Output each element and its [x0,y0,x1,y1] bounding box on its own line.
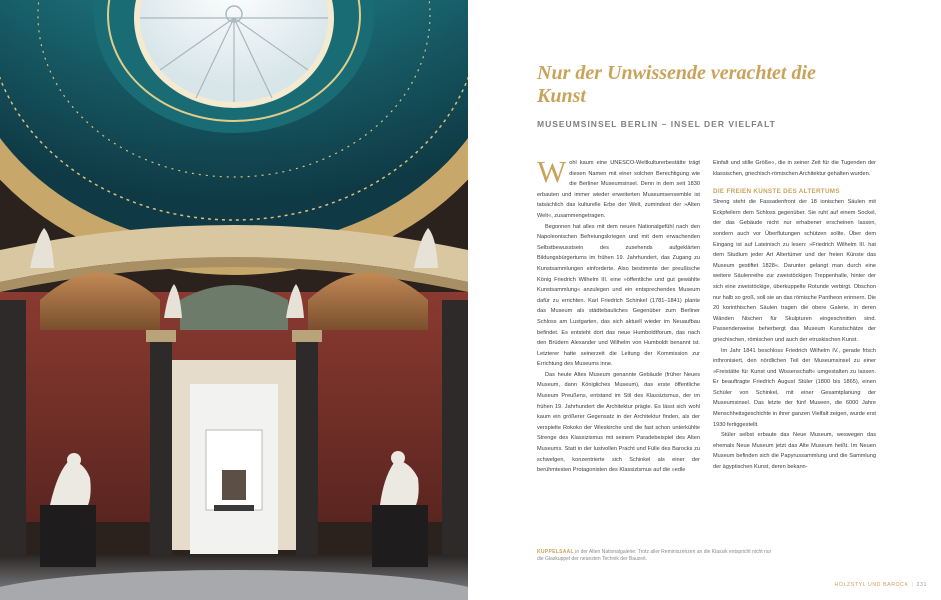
paragraph-text: ohl kaum eine UNESCO-Weltkulturerbestätte trägt diesen Namen mit einer solchen Berechtigung wie die Berliner Museumsinsel. Denn in dem seit 1830 erbauten und immer wieder erweiterten Museumsensemble ist tatsächlich das kulturelle Erbe der Welt, zumindest der »Alten Welt«, zusammengetragen. [537,160,700,219]
running-section-title: HOLZSTYL UND BAROCK [834,582,909,588]
paragraph: Begonnen hat alles mit dem neuen Nationalgefühl nach den Napoleonischen Befreiungskriegen und mit dem erwachenden Selbstbewusstsein des zusehends aufgeklärten Bildungsbürgertums im frühen 19. Jahrhundert, das Zugang zu Kunstsammlungen einforderte. Also bestimmte der preußische König Friedrich Wilhelm III. eine »öffentliche und gut gewählte Kunstsammlung« anzulegen und ein entsprechendes Museum dafür zu errichten. Karl Friedrich Schinkel (1781–1841) plante das Museum als städtebauliches Gegenüber zum Berliner Schloss am Lustgarten, das sich aktuell wieder im Neuaufbau befindet. Es entsteht dort das neue Humboldtforum, das nach den Brüdern Alexander und Wilhelm von Humboldt benannt ist. Letzterer hatte seinerzeit die Leitung der Kommission zur Errichtung des Museums inne. [537,223,700,368]
paragraph: Das heute Altes Museum genannte Gebäude (früher Neues Museum, dann Königliches Museum), das erste öffentliche Museum Preußens, entstand im Stil des Klassizismus, der im frühen 19. Jahrhundert die Architektur prägte. Es lässt sich wohl kaum ein größerer Gegensatz in der Architektur finden, als der verspielte Rokoko der Wieskirche und die fast schon unterkühlte Strenge des Klassizismus mit seinem Paradebeispiel des Alten Museums. Statt in der lustvollen Pracht und Fülle des Barocks zu schwelgen, konzentrierte sich Schinkel als einer der berühmtesten Protagonisten des Klassizismus auf die »edle [537,371,700,474]
text-column-2 [713,158,876,473]
paragraph: Im Jahr 1841 beschloss Friedrich Wilhelm IV., gerade frisch inthronisiert, den nördlichen Teil der Museumsinsel zu einer »Freistätte für Kunst und Wissenschaft« umgestalten zu lassen. Er beauftragte Friedrich August Stüler (1800 bis 1865), einen Schüler von Schinkel, mit einer Gesamtplanung der Museumsinsel. Das letzte der fünf Museen, die 6000 Jahre Menschheitsgeschichte in ihrer ganzen Vielfalt zeigen, wurde erst 1930 fertiggestellt. [713,347,876,428]
paragraph: Stüler selbst erbaute das Neue Museum, weswegen das ehemals Neue Museum jetzt das Alte Museum heißt. Im Neuen Museum befinden sich die Papyrussammlung und die Sammlung der ägyptischen Kunst, deren bekann- [713,432,876,471]
text-column-1 [537,154,700,476]
article-title: Nur der Unwissende verachtet die Kunst [537,62,816,107]
paragraph: Einfalt und stille Größe«, die in seiner Zeit für die Tugenden der klassischen, griechisch-römischen Architektur gehalten wurden. [713,160,876,177]
caption-label: KUPPELSAAL [537,549,574,555]
folio-separator: | [911,582,914,588]
caption-text: in der Alten Nationalgalerie: Trotz aller Reminiszenzen an die Klassik entspricht nicht nur die Glaskuppel der neuesten Technik der Bauzeit. [537,549,772,562]
page-number: 231 [916,582,927,588]
page-folio [835,582,927,588]
article-subtitle: MUSEUMSINSEL BERLIN – INSEL DER VIELFALT [537,119,776,129]
kuppelsaal-photo [0,0,468,600]
drop-cap: W [537,154,567,189]
museum-hall-illustration [0,0,468,600]
paragraph: Streng steht die Fassadenfront der 18 ionischen Säulen mit Eckpfeilern dem Schloss gegenüber. Sie ruht auf einem Sockel, der das Gebäude nicht nur erhabener erscheinen lassen, sondern auch vor Überflutungen schützen sollte. Über dem Eingang ist auf Lateinisch zu lesen: »Friedrich Wilhelm III. hat dem Studium jeder Art Altertümer und der freien Künste das Museum gestiftet 1828«. Darunter gelangt man durch eine weitere Säulenreihe zur zweistöckigen Treppenhalle, hinter der sich eine zweistöckige, überkuppelte Rotunde verbirgt. Obschon nur halb so groß, soll sie an das römische Pantheon erinnern. Die 20 korinthischen Säulen tragen die obere Galerie, in deren Wänden Nischen für Skulpturen eingeschnitten sind. Passenderweise beherbergt das Museum Kunstschätze der griechischen, römischen und auch der etruskischen Kunst. [713,199,876,343]
paragraph [537,154,700,222]
photo-caption [537,549,777,563]
section-heading: DIE FREIEN KÜNSTE DES ALTERTUMS [713,188,840,196]
